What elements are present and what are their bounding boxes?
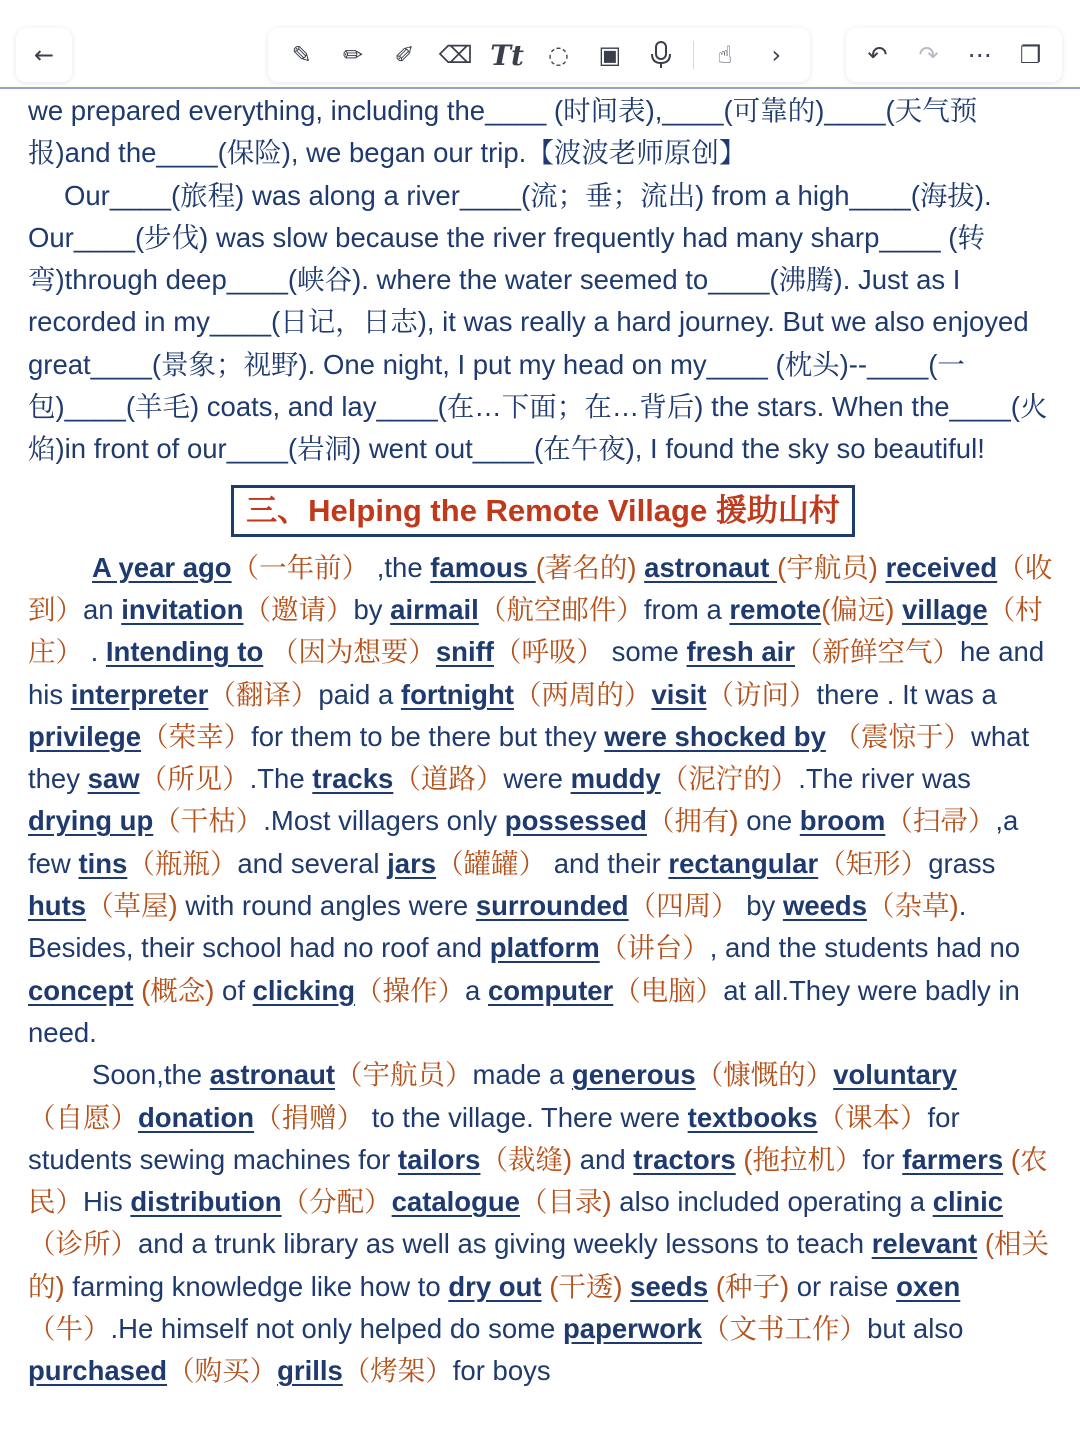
vocab-translation: (偏远)	[821, 593, 895, 625]
text-run: ,the	[369, 551, 431, 583]
vocab-keyword: platform	[489, 932, 600, 964]
vocab-keyword: clinic	[932, 1186, 1004, 1218]
vocab-translation: （宇航员）	[335, 1059, 473, 1091]
vocab-keyword: astronaut	[644, 551, 778, 583]
text-run: made a	[472, 1059, 572, 1091]
text-run: . Besides, their school had no roof and	[28, 890, 967, 964]
vocab-keyword: distribution	[130, 1186, 282, 1218]
pencil-icon[interactable]: ✏	[342, 41, 364, 69]
vocab-translation: （扫帚）	[885, 805, 996, 837]
vocab-keyword: dry out	[448, 1270, 542, 1302]
text-run: His	[83, 1186, 131, 1218]
vocab-keyword: purchased	[28, 1355, 168, 1387]
vocab-translation: （课本）	[817, 1101, 928, 1133]
vocab-translation: (干透)	[549, 1270, 623, 1302]
vocab-translation: （两周的）	[513, 678, 652, 710]
vocab-translation: （收到）	[28, 551, 1053, 625]
image-icon[interactable]: ▣	[598, 41, 622, 69]
vocab-keyword: astronaut	[209, 1059, 336, 1091]
vocab-translation: （震惊于）	[833, 720, 971, 752]
vocab-keyword: tracks	[312, 763, 394, 795]
text-run: there . It was a	[816, 678, 997, 710]
vocab-keyword: village	[902, 593, 988, 625]
vocab-keyword: huts	[28, 890, 87, 922]
text-run	[878, 552, 886, 583]
vocab-translation: （四周）	[628, 890, 739, 922]
vocab-translation: （电脑）	[613, 974, 724, 1006]
text-run	[1003, 1144, 1011, 1175]
vocab-keyword: visit	[651, 678, 707, 710]
text-run: ,a few	[28, 805, 1019, 879]
vocab-translation: （翻译）	[208, 678, 319, 710]
history-tools	[846, 28, 1062, 82]
eraser-icon[interactable]: ⌫	[438, 41, 473, 69]
vocab-translation: （购买）	[167, 1355, 278, 1387]
vocab-translation: （新鲜空气）	[795, 636, 961, 668]
section-heading-wrap	[28, 485, 1058, 539]
vocab-translation: （烤架）	[342, 1355, 453, 1387]
vocab-translation: （诊所）	[28, 1228, 138, 1260]
vocab-translation: （村庄）	[28, 593, 1043, 668]
text-run: an	[83, 593, 122, 625]
redo-icon[interactable]: ↷	[918, 41, 939, 69]
passage2-paragraph1	[28, 547, 1058, 1055]
document-content	[28, 90, 1058, 1393]
vocab-translation: （慷慨的）	[695, 1059, 834, 1091]
text-run: some	[603, 636, 687, 668]
text-run: to the village. There were	[364, 1101, 688, 1133]
microphone-icon[interactable]	[641, 35, 681, 75]
vocab-keyword: tailors	[397, 1143, 481, 1175]
vocab-translation: （捐赠）	[254, 1101, 365, 1133]
vocab-keyword: jars	[387, 847, 437, 879]
toolbar	[0, 0, 1080, 88]
text-run: were	[503, 763, 571, 795]
text-run: for boys	[452, 1355, 551, 1387]
vocab-keyword: fresh air	[686, 636, 796, 668]
text-run: grass	[928, 847, 996, 879]
text-run: what they	[28, 720, 1030, 795]
pages-icon[interactable]: ❐	[1019, 41, 1042, 69]
text-run: but also	[867, 1313, 964, 1345]
vocab-keyword: weeds	[782, 890, 868, 922]
microphone-icon-svg	[650, 40, 672, 70]
vocab-translation: （罐罐）	[436, 847, 547, 879]
vocab-keyword: clicking	[252, 974, 356, 1006]
back-group	[16, 28, 72, 82]
text-run: by	[738, 890, 783, 922]
text-run: for them to be there but they	[251, 720, 605, 752]
vocab-translation: （干枯）	[153, 805, 264, 837]
vocab-translation: （讲台）	[599, 932, 710, 964]
vocab-keyword: catalogue	[391, 1186, 520, 1218]
vocab-keyword: donation	[138, 1101, 255, 1133]
vocab-keyword: broom	[799, 805, 886, 837]
vocab-translation: (种子)	[715, 1270, 790, 1302]
text-run: .The	[249, 763, 313, 795]
vocab-translation: (拖拉机）	[743, 1143, 863, 1175]
vocab-keyword: possessed	[504, 805, 647, 837]
vocab-translation: (概念)	[141, 974, 215, 1006]
text-run: and	[572, 1143, 634, 1175]
vocab-translation: （文书工作）	[702, 1313, 868, 1345]
text-tool-icon[interactable]: Tt	[490, 38, 524, 72]
text-run: or raise	[789, 1270, 897, 1302]
vocab-keyword: muddy	[570, 763, 661, 795]
text-run: at all.They were badly in need.	[28, 974, 1020, 1048]
text-run: for	[862, 1143, 903, 1175]
text-run: farming knowledge like how to	[64, 1270, 449, 1302]
text-run	[977, 1228, 985, 1259]
vocab-keyword: grills	[277, 1355, 343, 1387]
text-run: .	[83, 636, 106, 668]
vocab-keyword: received	[885, 551, 998, 583]
vocab-keyword: paperwork	[562, 1313, 703, 1345]
hand-touch-icon[interactable]: ☝	[717, 41, 733, 69]
vocab-keyword: rectangular	[668, 847, 819, 879]
passage2-paragraph2	[28, 1054, 1058, 1392]
text-run	[894, 594, 902, 625]
text-run	[826, 721, 834, 752]
vocab-translation: （草屋)	[86, 890, 178, 922]
vocab-keyword: generous	[571, 1059, 696, 1091]
toolbar-divider-line	[0, 87, 1080, 89]
text-run: also included operating a	[611, 1186, 933, 1218]
text-run: , and the students had no	[709, 932, 1021, 964]
chevron-right-icon[interactable]: ›	[771, 41, 782, 69]
vocab-keyword: tins	[78, 847, 128, 879]
text-run: one	[738, 805, 800, 837]
vocab-translation: （杂草)	[867, 890, 959, 922]
vocab-translation: （邀请）	[243, 593, 354, 625]
vocab-keyword: A year ago	[92, 551, 232, 583]
toolbar-divider	[693, 41, 694, 69]
vocab-translation: （访问）	[706, 678, 817, 710]
vocab-translation: （矩形）	[818, 847, 929, 879]
vocab-translation: （因为想要）	[270, 636, 436, 668]
text-run: he and his	[28, 636, 1045, 710]
vocab-keyword: drying up	[28, 805, 154, 837]
passage1-paragraph2: Our____(旅程) was along a river____(流；垂；流出) from a high____(海拔). Our____(步伐) was slow because the river frequently had many sharp____ (转弯)through deep____(峡谷). where the water seemed to____(沸腾). Just as I recorded in my____(日记，日志), it was really a hard journey. But we also enjoyed great____(景象；视野). One night, I put my head on my____ (枕头)--____(一包)____(羊毛) coats, and lay____(在…下面；在…背后) the stars. When the____(火焰)in front of our____(岩洞) went out____(在午夜), I found the sky so beautiful!	[28, 179, 1048, 465]
vocab-translation: (相关的)	[28, 1228, 1049, 1302]
vocab-keyword: relevant	[871, 1228, 978, 1260]
vocab-keyword: remote	[729, 593, 822, 625]
highlighter-icon[interactable]: ✐	[394, 41, 415, 69]
vocab-translation: （道路）	[393, 763, 504, 795]
vocab-keyword: farmers	[902, 1143, 1004, 1175]
vocab-translation: （泥泞的）	[660, 763, 799, 795]
text-run: paid a	[318, 678, 401, 710]
vocab-translation: （所见）	[139, 763, 250, 795]
text-run	[133, 975, 141, 1006]
vocab-keyword: seeds	[630, 1270, 709, 1302]
vocab-translation: （自愿）	[28, 1101, 138, 1133]
vocab-translation: (宇航员)	[777, 551, 878, 583]
text-run: and their	[546, 847, 669, 879]
vocab-keyword: were shocked by	[604, 720, 826, 752]
vocab-keyword: computer	[487, 974, 614, 1006]
vocab-keyword: concept	[28, 974, 134, 1006]
lasso-icon[interactable]: ◌	[547, 41, 569, 69]
drawing-tools	[268, 28, 810, 82]
back-arrow-icon[interactable]: ←	[33, 41, 55, 69]
text-run: and several	[237, 847, 388, 879]
vocab-keyword: sniff	[435, 636, 494, 668]
text-run: .Most villagers only	[263, 805, 505, 837]
vocab-keyword: fortnight	[400, 678, 514, 710]
vocab-translation: （目录)	[519, 1186, 612, 1218]
vocab-translation: （分配）	[281, 1186, 392, 1218]
text-run: a	[465, 974, 488, 1006]
text-run	[263, 636, 271, 667]
vocab-translation: （牛）	[28, 1313, 111, 1345]
vocab-keyword: famous	[430, 551, 536, 583]
text-run	[623, 1271, 631, 1302]
vocab-translation: （一年前）	[231, 551, 370, 583]
text-run: .He himself not only helped do some	[110, 1313, 563, 1345]
vocab-keyword: airmail	[390, 593, 479, 625]
vocab-translation: （操作）	[355, 974, 466, 1006]
text-run: of	[214, 974, 253, 1006]
vocab-translation: （航空邮件）	[478, 593, 644, 625]
vocab-keyword: invitation	[121, 593, 244, 625]
text-run: for students sewing machines for	[28, 1101, 960, 1175]
section-heading: 三、Helping the Remote Village 援助山村	[231, 485, 855, 537]
vocab-keyword: privilege	[28, 720, 142, 752]
undo-icon[interactable]: ↶	[867, 41, 888, 69]
vocab-keyword: interpreter	[70, 678, 209, 710]
text-run: and a trunk library as well as giving weekly lessons to teach	[138, 1228, 872, 1260]
vocab-translation: （瓶瓶）	[127, 847, 238, 879]
more-options-icon[interactable]: ⋯	[967, 41, 992, 69]
vocab-keyword: oxen	[896, 1270, 961, 1302]
vocab-translation: （荣幸）	[141, 720, 252, 752]
vocab-keyword: surrounded	[475, 890, 629, 922]
vocab-translation: （裁缝)	[480, 1143, 573, 1175]
vocab-translation: （拥有)	[646, 805, 739, 837]
passage1-paragraph1: we prepared everything, including the____ (时间表),____(可靠的)____(天气预报)and the____(保险), we began our trip.【波波老师原创】	[28, 95, 978, 169]
pen-icon[interactable]: ✎	[291, 41, 312, 69]
text-run: .The river was	[798, 763, 971, 795]
text-run: from a	[643, 593, 730, 625]
text-run: Soon,the	[92, 1059, 210, 1091]
vocab-keyword: Intending to	[105, 636, 264, 668]
vocab-translation: (农民）	[28, 1143, 1048, 1218]
text-run	[708, 1271, 716, 1302]
vocab-keyword: voluntary	[833, 1059, 957, 1091]
vocab-keyword: textbooks	[687, 1101, 818, 1133]
vocab-keyword: saw	[87, 763, 140, 795]
text-run: with round angles were	[177, 890, 476, 922]
vocab-keyword: tractors	[633, 1143, 736, 1175]
text-run: by	[353, 593, 391, 625]
vocab-translation: (著名的)	[535, 551, 637, 583]
vocab-translation: （呼吸）	[493, 636, 604, 668]
